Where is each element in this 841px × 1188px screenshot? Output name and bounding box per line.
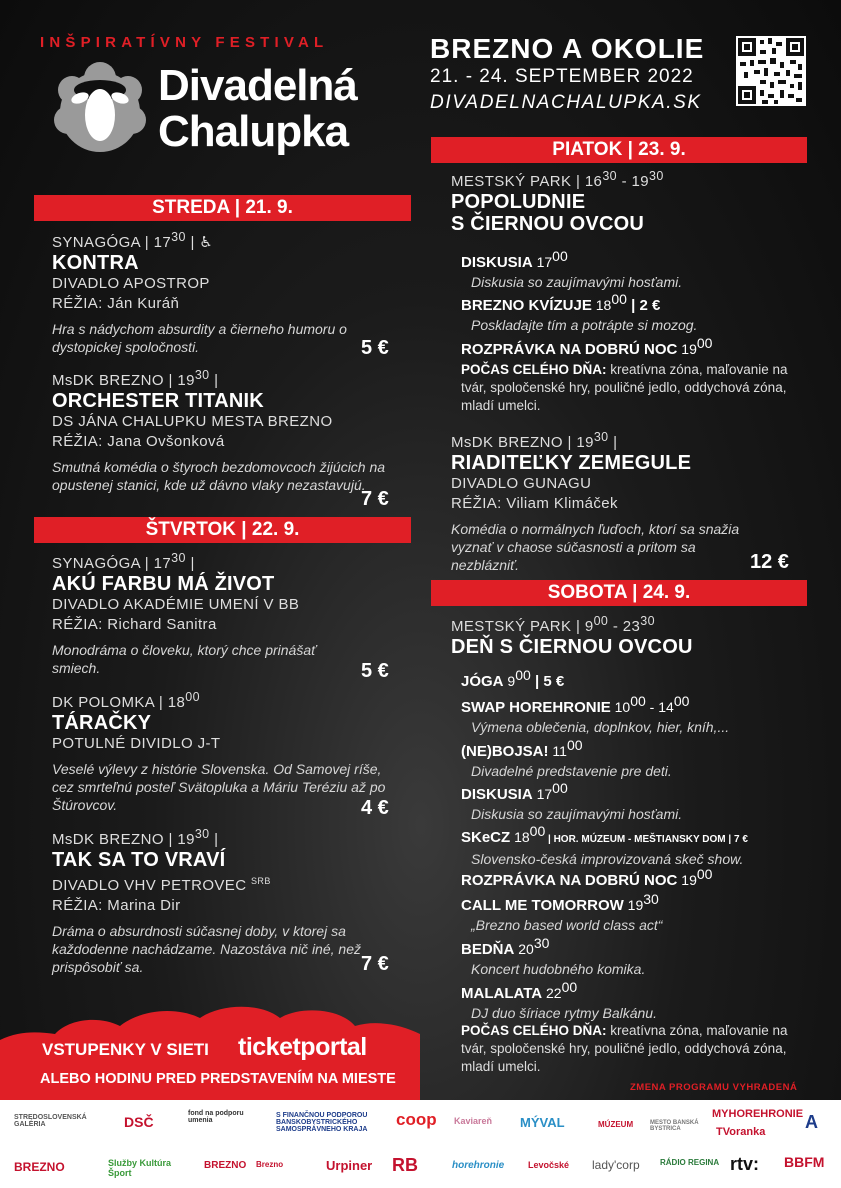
event-company: DS JÁNA CHALUPKU MESTA BREZNO [52, 413, 333, 430]
region: BREZNO A OKOLIE [430, 33, 705, 64]
event-director: RÉŽIA: Marina Dir [52, 897, 181, 914]
activity-diskusia-sat: DISKUSIA $17^{00}$ Diskusia so zaujímavými hosťami. [461, 780, 683, 822]
event-venue: MsDK BREZNO | $19^{30}$ | [52, 827, 219, 848]
sponsor-logo: Brezno [256, 1160, 284, 1169]
event-company: DIVADLO VHV PETROVEC $^{SRB}$ [52, 876, 271, 894]
sponsor-logo: Levočské [528, 1160, 570, 1170]
event-description: Monodráma o človeku, ktorý chce prinášať smiech. [52, 642, 317, 676]
activity-brezno-kvizuje: BREZNO KVÍZUJE $18^{00}$ | 2 € Poskladajte tím a potrápte si mozog. [461, 291, 698, 333]
event-director: RÉŽIA: Jana Ovšonková [52, 433, 225, 450]
event-price: 7 € [361, 953, 389, 975]
activity-skecz: SKeCZ $18^{00}$ | HOR. MÚZEUM - MEŠTIANSKY DOM | 7 € Slovensko-česká improvizovaná skeč show. [461, 823, 748, 867]
event-venue: SYNAGÓGA | $17^{30}$ | [52, 551, 195, 572]
sponsor-logo: DSČ [124, 1114, 154, 1130]
event-title: ORCHESTER TITANIK [52, 390, 264, 412]
allday-program-sat: POČAS CELÉHO DŇA: kreatívna zóna, maľovanie na tvár, spoločenské hry, pouličné jedlo, oddychová zóna, mladí umelci. [461, 1023, 788, 1074]
day-heading-thursday: ŠTVRTOK | 22. 9. [34, 517, 411, 543]
event-price: 5 € [361, 337, 389, 359]
event-title: TÁRAČKY [52, 712, 152, 734]
event-venue: DK POLOMKA | $18^{00}$ [52, 690, 200, 711]
activity-rozpravka: ROZPRÁVKA NA DOBRÚ NOC $19^{00}$ [461, 335, 713, 358]
event-venue: MESTSKÝ PARK | $16^{30} - 19^{30}$ [451, 169, 664, 190]
activity-diskusia: DISKUSIA $17^{00}$ Diskusia so zaujímavými hosťami. [461, 248, 683, 290]
sponsor-logo: RÁDIO REGINA [660, 1158, 720, 1167]
event-company: POTULNÉ DIVIDLO J-T [52, 735, 221, 752]
event-description: Smutná komédia o štyroch bezdomovcoch žijúcich na opustenej stanici, kde už dávno vlaky nezastavujú. [52, 459, 386, 493]
sponsor-logo: STREDOSLOVENSKÁ GALÉRIA [14, 1114, 87, 1128]
sponsor-logo: TVoranka [716, 1126, 766, 1138]
day-heading-wednesday: STREDA | 21. 9. [34, 195, 411, 221]
title-line-1: Divadelná [158, 61, 357, 110]
event-description: Hra s nádychom absurdity a čierneho humoru o dystopickej spoločnosti. [52, 321, 347, 355]
event-venue: SYNAGÓGA | $17^{30}$ | ♿ [52, 230, 214, 251]
sponsor-logo: MÚZEUM [598, 1120, 634, 1129]
sponsor-logo: MYHOREHRONIE [712, 1108, 804, 1120]
festival-label: INŠPIRATÍVNY FESTIVAL [40, 34, 329, 51]
sponsor-logo: Služby Kultúra Šport [108, 1158, 172, 1178]
event-venue: MsDK BREZNO | $19^{30}$ | [52, 368, 219, 389]
activity-call-me-tomorrow: CALL ME TOMORROW $19^{30}$ „Brezno based world class act“ [461, 891, 663, 933]
event-den-s-ciernou-ovcou [451, 612, 811, 658]
sponsor-logo: MÝVAL [520, 1115, 565, 1130]
sponsor-logo: RB [392, 1155, 418, 1175]
sponsor-logo: rtv: [730, 1154, 760, 1174]
title-line-2: Chalupka [158, 107, 349, 156]
activity-bedna: BEDŇA $20^{30}$ Koncert hudobného komika. [461, 935, 646, 977]
event-popoludnie [451, 167, 811, 235]
sponsor-logo: A [805, 1112, 818, 1132]
event-company: DIVADLO GUNAGU [451, 475, 592, 492]
sponsor-logo: Urpiner [326, 1158, 373, 1173]
event-tak-sa-to-vravi [52, 825, 412, 976]
tickets-label: VSTUPENKY V SIETI [42, 1040, 209, 1059]
sponsor-logo: horehronie [452, 1160, 505, 1171]
event-title: RIADITEĽKY ZEMEGULE [451, 452, 692, 474]
day-heading-saturday: SOBOTA | 24. 9. [431, 580, 807, 606]
event-description: Komédia o normálnych ľuďoch, ktorí sa snažia vyznať v chaose súčasnosti a pritom sa nezblázniť. [451, 521, 740, 573]
sponsor-logo: coop [396, 1110, 437, 1129]
qr-code-icon[interactable] [736, 36, 806, 106]
event-director: RÉŽIA: Richard Sanitra [52, 616, 217, 633]
activity-rozpravka-sat: ROZPRÁVKA NA DOBRÚ NOC $19^{00}$ [461, 866, 713, 889]
event-title-2: S ČIERNOU OVCOU [451, 213, 645, 235]
sponsor-logo: fond na podporu umenia [188, 1110, 244, 1124]
ticketportal-link[interactable]: ticketportal [238, 1033, 367, 1061]
tickets-onsite: ALEBO HODINU PRED PREDSTAVENÍM NA MIESTE [40, 1071, 396, 1087]
sponsor-bar [0, 1100, 841, 1188]
event-aku-farbu-ma-zivot [52, 549, 412, 677]
event-price: 5 € [361, 660, 389, 682]
day-heading-friday: PIATOK | 23. 9. [431, 137, 807, 163]
allday-program: POČAS CELÉHO DŇA: kreatívna zóna, maľovanie na tvár, spoločenské hry, pouličné jedlo, oddychová zóna, mladí umelci. [461, 362, 788, 413]
event-title: TAK SA TO VRAVÍ [52, 849, 226, 871]
activity-joga: JÓGA $9^{00}$ | 5 € [461, 667, 565, 690]
sponsor-logo: BREZNO [204, 1160, 247, 1171]
sponsor-logo: MESTO BANSKÁ BYSTRICA [650, 1120, 699, 1132]
website[interactable]: DIVADELNACHALUPKA.SK [430, 92, 702, 113]
festival-dates: 21. - 24. SEPTEMBER 2022 [430, 66, 694, 87]
event-description: Dráma o absurdnosti súčasnej doby, v ktorej sa každodenne nachádzame. Nazostáva nič iné, než prispôsobiť sa. [52, 923, 361, 975]
event-price: 4 € [361, 797, 389, 819]
program-change-notice: ZMENA PROGRAMU VYHRADENÁ [630, 1082, 798, 1093]
activity-nebojsa: (NE)BOJSA! $11^{00}$ Divadelné predstavenie pre deti. [461, 737, 672, 779]
event-title: DEŇ S ČIERNOU OVCOU [451, 636, 693, 658]
event-venue: MsDK BREZNO | $19^{30}$ | [451, 430, 618, 451]
event-director: RÉŽIA: Viliam Klimáček [451, 495, 618, 512]
event-director: RÉŽIA: Ján Kuráň [52, 295, 180, 312]
event-company: DIVADLO APOSTROP [52, 275, 210, 292]
activity-swap: SWAP HOREHRONIE $10^{00} - 14^{00}$ Výmena oblečenia, doplnkov, hier, kníh,... [461, 693, 730, 735]
sponsor-logo: S FINANČNOU PODPOROU BANSKOBYSTRICKÉHO SAMOSPRÁVNEHO KRAJA [276, 1112, 368, 1133]
sheep-logo-icon [50, 60, 150, 160]
event-title: KONTRA [52, 252, 139, 274]
event-title: AKÚ FARBU MÁ ŽIVOT [52, 573, 275, 595]
event-description: Veselé výlevy z histórie Slovenska. Od Samovej ríše, cez smrteľnú posteľ Svätopluka a Máriu Teréziu až po Štúrovcov. [52, 761, 386, 813]
event-title: POPOLUDNIE [451, 191, 586, 213]
sponsor-logo: Kaviareň [454, 1116, 493, 1126]
event-price: 12 € [750, 551, 789, 573]
event-orchester-titanik [52, 366, 412, 494]
event-price: 7 € [361, 488, 389, 510]
event-company: DIVADLO AKADÉMIE UMENÍ V BB [52, 596, 300, 613]
activity-malalata: MALALATA $22^{00}$ DJ duo šíriace rytmy Balkánu. [461, 979, 657, 1021]
sponsor-logo: BREZNO [14, 1160, 65, 1174]
event-venue: MESTSKÝ PARK | $9^{00} - 23^{30}$ [451, 614, 656, 635]
event-kontra [52, 228, 412, 356]
sponsor-logo: BBFM [784, 1154, 825, 1170]
event-taracky [52, 688, 412, 814]
sponsor-logo: lady'corp [592, 1158, 640, 1172]
